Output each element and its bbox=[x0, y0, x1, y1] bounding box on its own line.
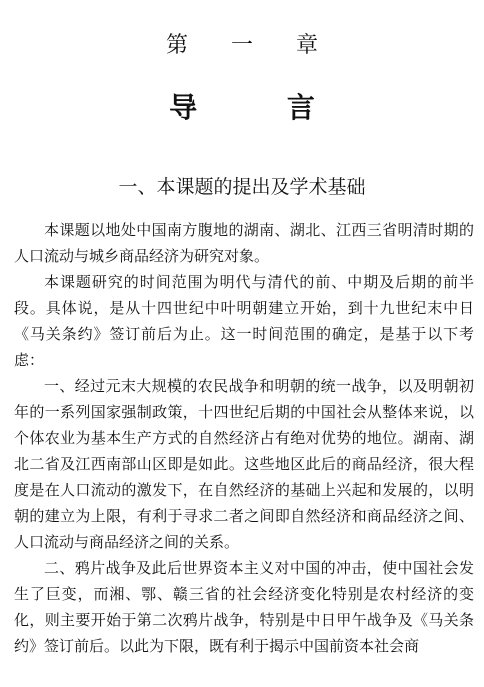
paragraph-time-range: 本课题研究的时间范围为明代与清代的前、中期及后期的前半段。具体说，是从十四世纪中叶明朝建立开始，到十九世纪末中日《马关条约》签订前后为止。这一时间范围的确定，是基于以下考虑： bbox=[14, 273, 474, 369]
paragraph-research-object: 本课题以地处中国南方腹地的湖南、湖北、江西三省明清时期的人口流动与城乡商品经济为研究对象。 bbox=[14, 221, 474, 265]
chapter-label: 第 一 章 bbox=[166, 33, 336, 58]
section-heading: 一、本课题的提出及学术基础 bbox=[118, 176, 366, 198]
body-text bbox=[14, 217, 474, 659]
paragraph-reason-two: 二、鸦片战争及此后世界资本主义对中国的冲击，使中国社会发生了巨变，而湘、鄂、赣三省的社会经济变化特别是农村经济的变化，则主要开始于第二次鸦片战争，特别是中日甲午战争及《马关条约》签订前后。以此为下限，既有利于揭示中国前资本社会商 bbox=[14, 559, 474, 655]
chapter-title: 导 言 bbox=[169, 91, 355, 124]
paragraph-reason-one: 一、经过元末大规模的农民战争和明朝的统一战争，以及明朝初年的一系列国家强制政策，十四世纪后期的中国社会从整体来说，以个体农业为基本生产方式的自然经济占有绝对优势的地位。湖南、湖北二省及江西南部山区即是如此。这些地区此后的商品经济，很大程度是在人口流动的激发下，在自然经济的基础上兴起和发展的，以明朝的建立为上限，有利于寻求二者之间即自然经济和商品经济之间、人口流动与商品经济之间的关系。 bbox=[14, 377, 474, 551]
